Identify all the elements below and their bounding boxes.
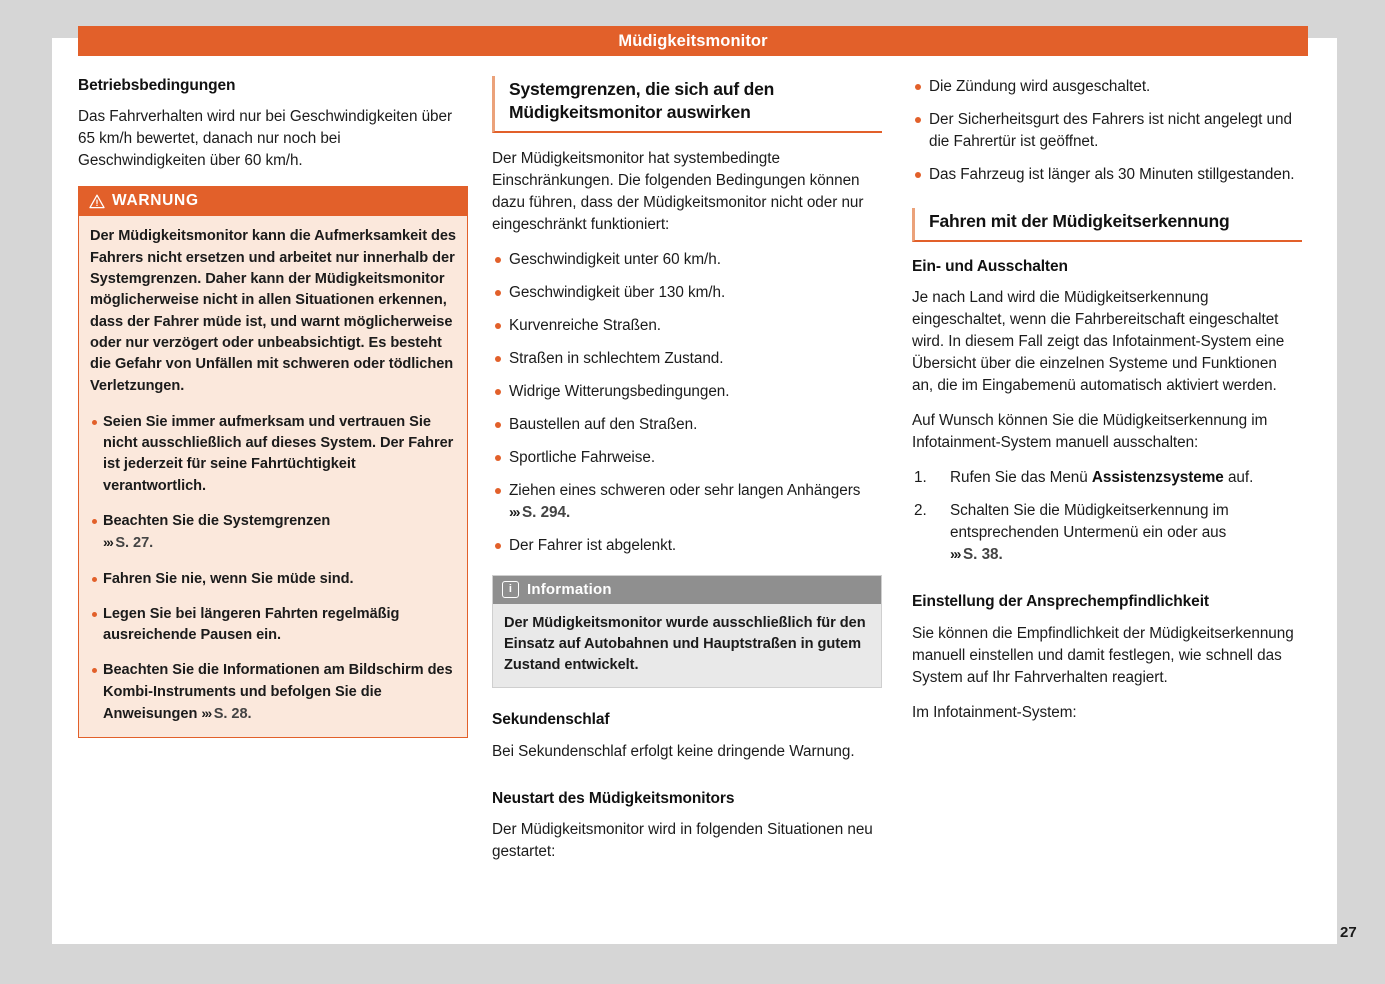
heading-betriebsbedingungen: Betriebsbedingungen	[78, 77, 236, 94]
reference-chevron-icon: ›››	[509, 504, 520, 521]
page-title: Müdigkeitsmonitor	[618, 31, 768, 50]
paragraph-einaus-1: Je nach Land wird die Müdigkeitserkennung eingeschaltet, wenn die Fahrbereitschaft eingeschaltet wird. In diesem Fall zeigt das Infotainment-System eine Übersicht über die einzelnen Systeme und Funktionen an, die im Eingabemenü automatisch aktiviert werden.	[912, 289, 1285, 395]
list-item	[492, 414, 882, 436]
neustart-bullet-list	[912, 76, 1302, 186]
warning-bullet-item	[90, 660, 456, 725]
list-item	[492, 381, 882, 403]
section-heading-text: Fahren mit der Müdigkeitserkennung	[929, 211, 1230, 232]
column-2	[492, 76, 882, 863]
information-box-header	[493, 576, 881, 604]
information-box-body	[493, 604, 881, 687]
warning-box-body	[79, 216, 467, 737]
warning-bullet-text: Legen Sie bei längeren Fahrten regelmäßig ausreichende Pausen ein.	[103, 605, 400, 644]
column-3	[912, 76, 1302, 724]
list-item	[492, 447, 882, 469]
heading-ansprechempfindlichkeit: Einstellung der Ansprechempfindlichkeit	[912, 593, 1209, 611]
reference-chevron-icon: ›››	[201, 705, 211, 722]
list-item	[492, 535, 882, 557]
list-item	[492, 480, 882, 524]
list-item	[492, 249, 882, 271]
page-reference[interactable]: S. 294.	[522, 503, 571, 521]
information-icon: i	[502, 581, 519, 598]
warning-label: WARNUNG	[112, 192, 199, 210]
warning-bullet-text: Beachten Sie die Systemgrenzen	[103, 512, 331, 529]
column-1	[78, 76, 468, 738]
list-item-text: Die Zündung wird ausgeschaltet.	[929, 78, 1151, 95]
list-item-text: Kurvenreiche Straßen.	[509, 316, 661, 334]
page-reference[interactable]: S. 38.	[963, 546, 1003, 564]
ein-ausschalten-steps	[912, 467, 1302, 566]
warning-bullet-item	[90, 511, 456, 555]
reference-chevron-icon: ›››	[103, 534, 113, 551]
information-text: Der Müdigkeitsmonitor wurde ausschließlich für den Einsatz auf Autobahnen und Hauptstraßen in gutem Zustand entwickelt.	[504, 614, 866, 674]
warning-triangle-icon	[89, 194, 105, 209]
paragraph-einaus-2: Auf Wunsch können Sie die Müdigkeitserkennung im Infotainment-System manuell ausschalten:	[912, 412, 1268, 452]
warning-bullet-item	[90, 412, 456, 497]
list-item-text: Der Sicherheitsgurt des Fahrers ist nicht angelegt und die Fahrertür ist geöffnet.	[929, 111, 1292, 151]
page-reference[interactable]: S. 28.	[213, 706, 252, 723]
warning-bullet-text: Beachten Sie die Informationen am Bildschirm des Kombi-Instruments und befolgen Sie die Anweisungen	[103, 662, 453, 723]
list-item-text: Ziehen eines schweren oder sehr langen Anhängers	[509, 481, 861, 499]
menu-name: Assistenzsysteme	[1091, 469, 1224, 487]
list-item	[912, 109, 1302, 153]
systemgrenzen-bullet-list	[492, 249, 882, 557]
page-title-bar	[78, 26, 1308, 56]
list-item-text: Straßen in schlechtem Zustand.	[509, 349, 724, 367]
paragraph-neustart: Der Müdigkeitsmonitor wird in folgenden Situationen neu gestartet:	[492, 820, 873, 860]
paper-sheet	[52, 38, 1337, 944]
section-heading-text: Systemgrenzen, die sich auf den Müdigkeitsmonitor auswirken	[509, 79, 775, 122]
list-item	[912, 76, 1302, 98]
page-reference[interactable]: S. 27.	[115, 535, 154, 552]
paragraph-empfindlichkeit-1: Sie können die Empfindlichkeit der Müdigkeitserkennung manuell einstellen und damit festlegen, wie schnell das System auf Ihr Fahrverhalten reagiert.	[912, 624, 1294, 686]
list-item-text: Baustellen auf den Straßen.	[509, 415, 698, 433]
information-box	[492, 575, 882, 688]
paragraph-betriebsbedingungen: Das Fahrverhalten wird nur bei Geschwindigkeiten über 65 km/h bewertet, danach nur noch bei Geschwindigkeiten über 60 km/h.	[78, 108, 453, 170]
list-item-text: Widrige Witterungsbedingungen.	[509, 382, 730, 400]
list-item	[492, 315, 882, 337]
step-text: Schalten Sie die Müdigkeitserkennung im entsprechenden Untermenü ein oder aus	[950, 502, 1229, 542]
list-item	[492, 282, 882, 304]
warning-box	[78, 186, 468, 738]
heading-neustart: Neustart des Müdigkeitsmonitors	[492, 789, 735, 807]
warning-bullet-item	[90, 604, 456, 647]
warning-box-header	[79, 187, 467, 216]
list-item-text: Das Fahrzeug ist länger als 30 Minuten stillgestanden.	[929, 166, 1295, 184]
list-item-text: Geschwindigkeit unter 60 km/h.	[509, 250, 721, 268]
warning-bullet-text: Fahren Sie nie, wenn Sie müde sind.	[103, 570, 354, 587]
section-heading-fahren	[912, 208, 1302, 242]
warning-bullet-list	[90, 412, 456, 726]
step-text-after: auf.	[1223, 469, 1254, 487]
list-item-text: Der Fahrer ist abgelenkt.	[509, 536, 677, 554]
information-label: Information	[527, 580, 612, 598]
step-text-before: Rufen Sie das Menü	[950, 469, 1092, 487]
list-item-text: Geschwindigkeit über 130 km/h.	[509, 283, 726, 301]
step-item	[912, 467, 1302, 489]
heading-sekundenschlaf: Sekundenschlaf	[492, 711, 610, 729]
reference-chevron-icon: ›››	[950, 547, 961, 564]
page-number: 27	[1340, 924, 1357, 941]
list-item	[912, 164, 1302, 186]
warning-bullet-text: Seien Sie immer aufmerksam und vertrauen Sie nicht ausschließlich auf dieses System. Der Fahrer ist jederzeit für seine Fahrtüchtigkeit verantwortlich.	[103, 413, 454, 494]
paragraph-sekundenschlaf: Bei Sekundenschlaf erfolgt keine dringende Warnung.	[492, 742, 855, 760]
heading-ein-und-ausschalten: Ein- und Ausschalten	[912, 257, 1068, 275]
paragraph-systemgrenzen-intro: Der Müdigkeitsmonitor hat systembedingte Einschränkungen. Die folgenden Bedingungen können dazu führen, dass der Müdigkeitsmonitor nicht oder nur eingeschränkt funktioniert:	[492, 149, 864, 233]
three-column-layout	[52, 38, 1337, 944]
paragraph-empfindlichkeit-2: Im Infotainment-System:	[912, 703, 1077, 721]
section-heading-systemgrenzen	[492, 76, 882, 133]
step-item	[912, 500, 1302, 566]
warning-bullet-item	[90, 569, 456, 590]
list-item-text: Sportliche Fahrweise.	[509, 448, 656, 466]
list-item	[492, 348, 882, 370]
warning-paragraph: Der Müdigkeitsmonitor kann die Aufmerksamkeit des Fahrers nicht ersetzen und arbeitet nur innerhalb der Systemgrenzen. Daher kann der Müdigkeitsmonitor möglicherweise nicht in allen Situationen erkennen, dass der Fahrer müde ist, und warnt möglicherweise oder nur verzögert oder unbeabsichtigt. Es besteht die Gefahr von Unfällen mit schweren oder tödlichen Verletzungen.	[90, 228, 456, 394]
